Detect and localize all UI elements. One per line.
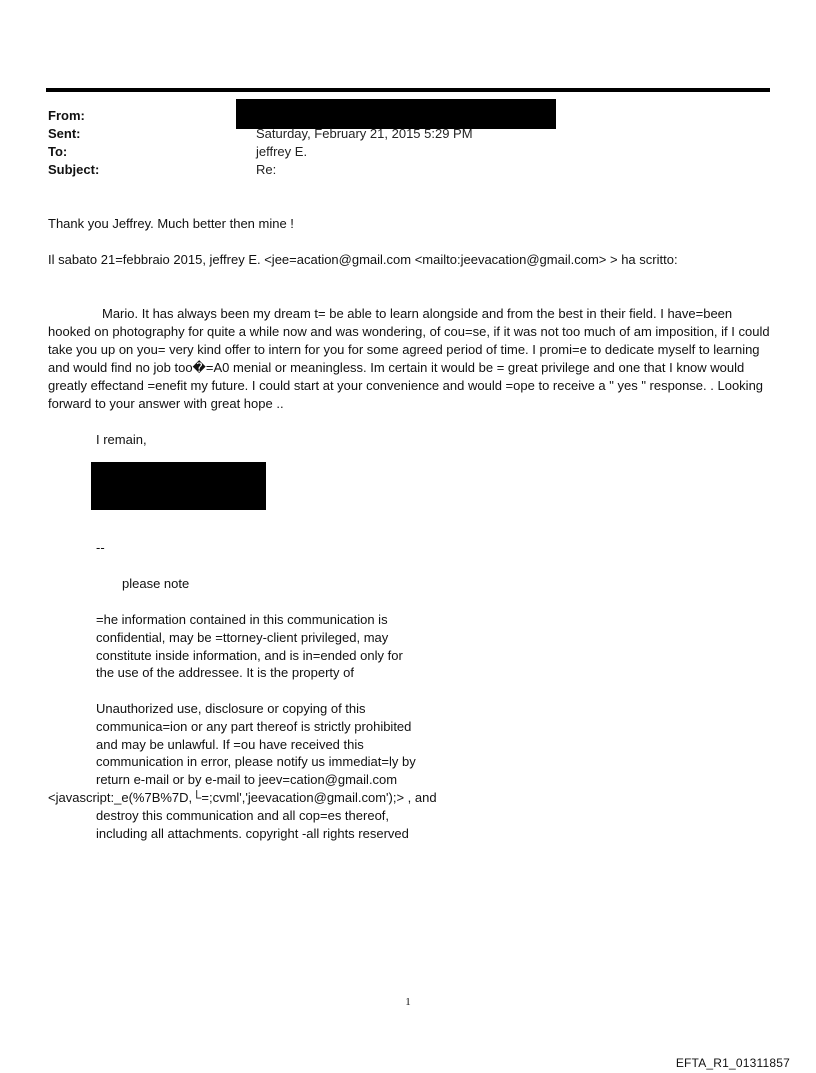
header-rule bbox=[46, 88, 770, 92]
reply-line: Thank you Jeffrey. Much better then mine ! bbox=[48, 216, 294, 231]
disclaimer-line: confidential, may be =ttorney-client privileged, may bbox=[96, 629, 389, 645]
to-label: To: bbox=[48, 144, 68, 159]
note-title: please note bbox=[122, 576, 190, 591]
bates-id: EFTA_R1_01311857 bbox=[675, 1056, 790, 1070]
to-value: jeffrey E. bbox=[256, 144, 308, 159]
disclaimer-line: and may be unlawful. If =ou have received this bbox=[96, 736, 364, 752]
sent-value: Saturday, February 21, 2015 5:29 PM bbox=[256, 126, 473, 141]
signature-separator: -- bbox=[96, 540, 105, 555]
subject-label: Subject: bbox=[48, 162, 100, 177]
quoted-paragraph-text: Mario. It has always been my dream t= be able to learn alongside and from the best in their field. I have=been hooked on photography for quite a while now and was wondering, of cou=se, if it was not too much of am imposition, if I could take you up on you= very kind offer to intern for you for some agreed period of time. I promi=e to dedicate myself to learning and would find no job too�=A0 menial or meaningless. Im certain it would be = great privilege and one that I know would greatly effectand =enefit my future. I could start at your convenience and would =ope to receive a " yes " response. . Looking forward to your answer with great hope .. bbox=[48, 306, 770, 411]
disclaimer-line: return e-mail or by e-mail to jeev=cation@gmail.com bbox=[96, 772, 398, 788]
quoted-paragraph bbox=[48, 305, 770, 413]
disclaimer-line: =he information contained in this communication is bbox=[96, 612, 388, 627]
from-label: From: bbox=[48, 108, 85, 123]
disclaimer-line: the use of the addressee. It is the property of bbox=[96, 665, 354, 681]
disclaimer-line: including all attachments. copyright -all rights reserved bbox=[96, 825, 409, 841]
page-number: 1 bbox=[405, 996, 411, 1008]
subject-value: Re: bbox=[256, 162, 277, 177]
redacted-signature bbox=[91, 462, 266, 510]
disclaimer-line: destroy this communication and all cop=es thereof, bbox=[96, 807, 390, 823]
disclaimer-line: constitute inside information, and is in=ended only for bbox=[96, 647, 403, 663]
javascript-link-line: <javascript:_e(%7B%7D,└=;cvml','jeevacation@gmail.com');> , and bbox=[48, 790, 437, 805]
disclaimer-line: Unauthorized use, disclosure or copying of this bbox=[96, 701, 366, 716]
disclaimer-line: communica=ion or any part thereof is strictly prohibited bbox=[96, 718, 412, 734]
sent-label: Sent: bbox=[48, 126, 81, 141]
disclaimer-line: communication in error, please notify us immediat=ly by bbox=[96, 754, 416, 770]
quote-intro: Il sabato 21=febbraio 2015, jeffrey E. <jee=acation@gmail.com <mailto:jeevacation@gmail.com> > ha scritto: bbox=[48, 252, 678, 267]
closing-line: I remain, bbox=[96, 432, 147, 447]
